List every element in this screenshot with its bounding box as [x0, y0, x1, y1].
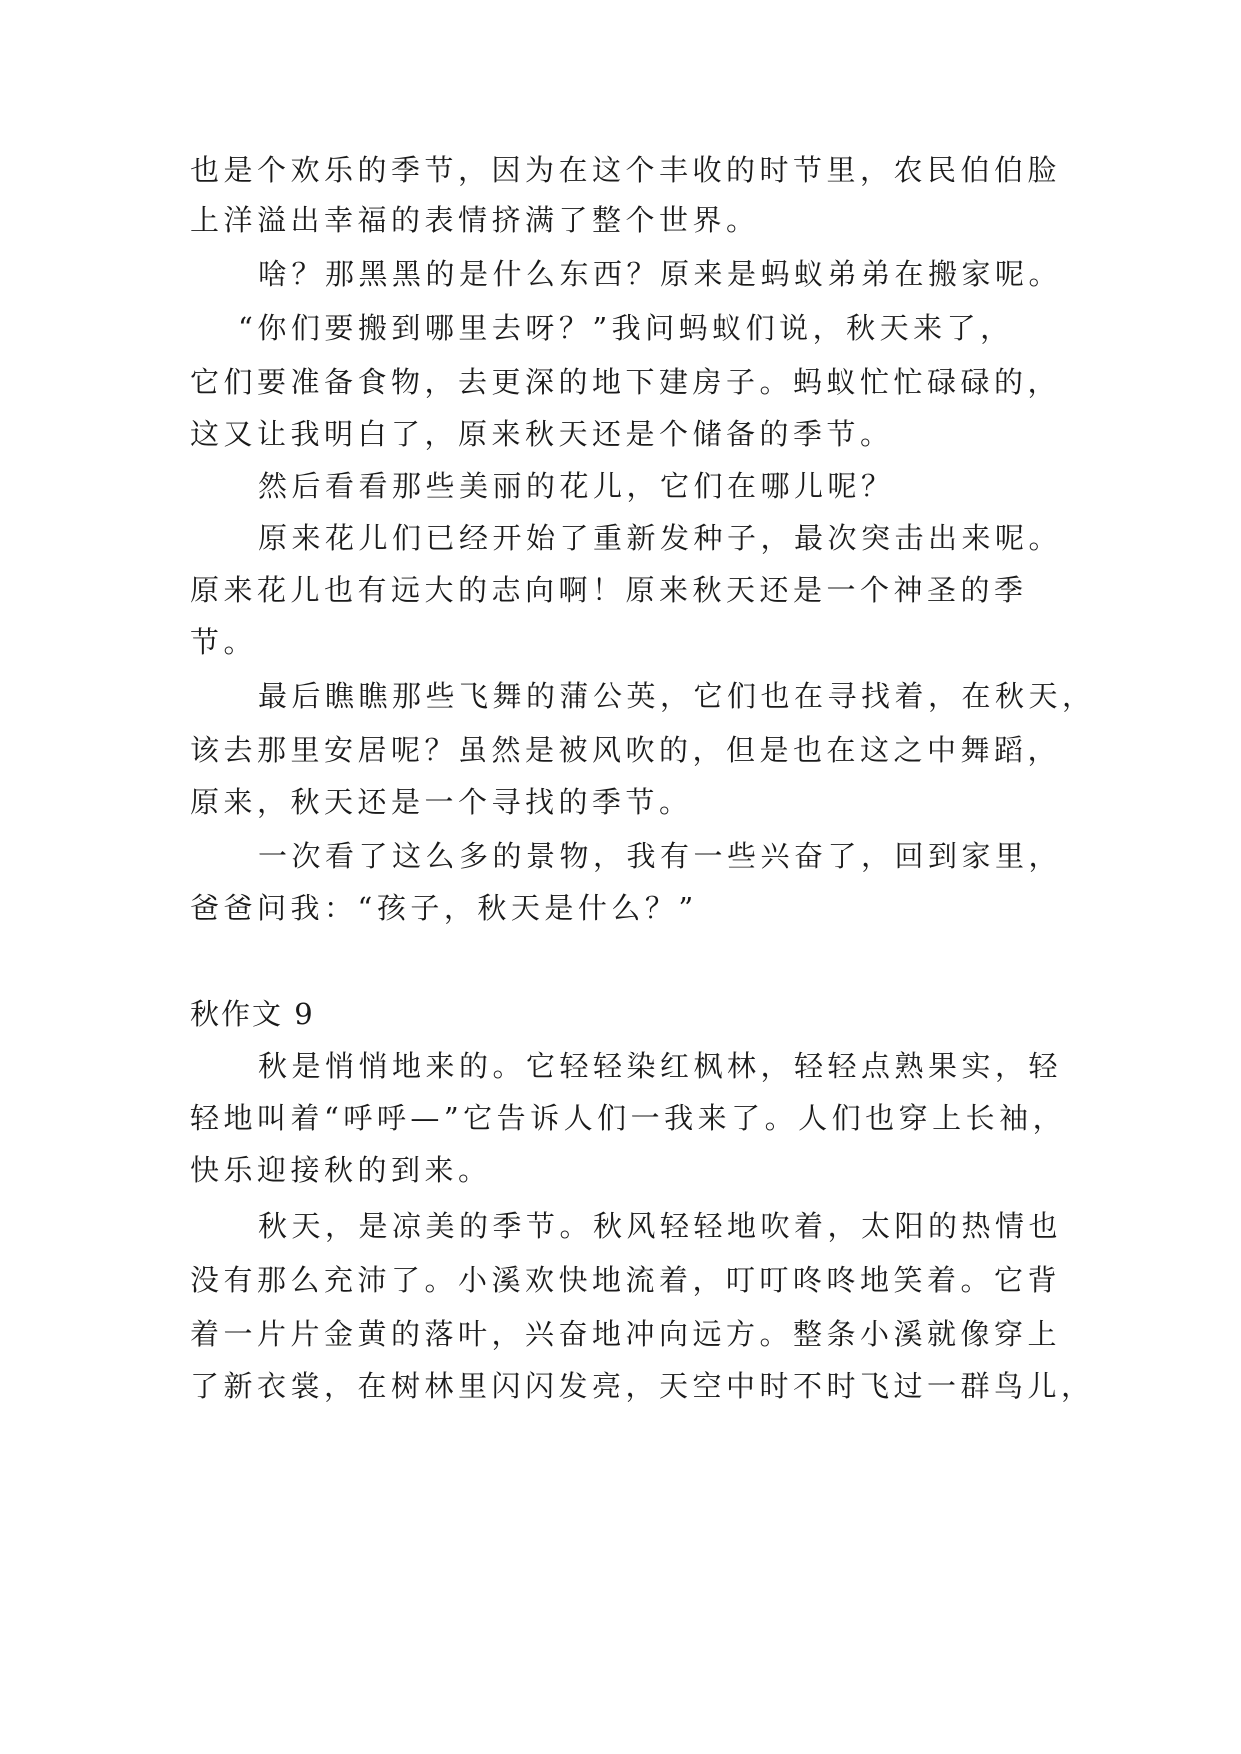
text-line: 原来，秋天还是一个寻找的季节。	[190, 785, 693, 819]
paragraph-start: 啥？那黑黑的是什么东西？原来是蚂蚁弟弟在搬家呢。	[258, 257, 1063, 291]
text-line: 这又让我明白了，原来秋天还是个储备的季节。	[190, 417, 894, 451]
paragraph-start: 秋天，是凉美的季节。秋风轻轻地吹着，太阳的热情也	[258, 1209, 1063, 1243]
text-line: 快乐迎接秋的到来。	[190, 1153, 492, 1187]
text-line: 着一片片金黄的落叶，兴奋地冲向远方。整条小溪就像穿上	[190, 1317, 1062, 1351]
text-line: 了新衣裳，在树林里闪闪发亮，天空中时不时飞过一群鸟儿，	[190, 1369, 1095, 1403]
text-line: 没有那么充沛了。小溪欢快地流着，叮叮咚咚地笑着。它背	[190, 1263, 1062, 1297]
paragraph-start: 最后瞧瞧那些飞舞的蒲公英，它们也在寻找着，在秋天，	[258, 679, 1096, 713]
text-line: 该去那里安居呢？虽然是被风吹的，但是也在这之中舞蹈，	[190, 733, 1062, 767]
text-line: 上洋溢出幸福的表情挤满了整个世界。	[190, 203, 760, 237]
text-line: 轻地叫着“呼呼—”它告诉人们一我来了。人们也穿上长袖，	[190, 1101, 1067, 1135]
text-line: 也是个欢乐的季节，因为在这个丰收的时节里，农民伯伯脸	[190, 153, 1062, 187]
text-line: 原来花儿也有远大的志向啊！原来秋天还是一个神圣的季	[190, 573, 1028, 607]
paragraph-start: “你们要搬到哪里去呀？”我问蚂蚁们说，秋天来了，	[238, 311, 1014, 345]
paragraph-start: 一次看了这么多的景物，我有一些兴奋了，回到家里，	[258, 839, 1063, 873]
text-line: 节。	[190, 625, 258, 659]
paragraph-start: 秋是悄悄地来的。它轻轻染红枫林，轻轻点熟果实，轻	[258, 1049, 1063, 1083]
section-title: 秋作文 9	[190, 997, 315, 1031]
paragraph-start: 然后看看那些美丽的花儿，它们在哪儿呢？	[258, 469, 895, 503]
paragraph-start: 原来花儿们已经开始了重新发种子，最次突击出来呢。	[258, 521, 1063, 555]
text-line: 它们要准备食物，去更深的地下建房子。蚂蚁忙忙碌碌的，	[190, 365, 1062, 399]
text-line: 爸爸问我：“孩子，秋天是什么？”	[190, 891, 698, 925]
